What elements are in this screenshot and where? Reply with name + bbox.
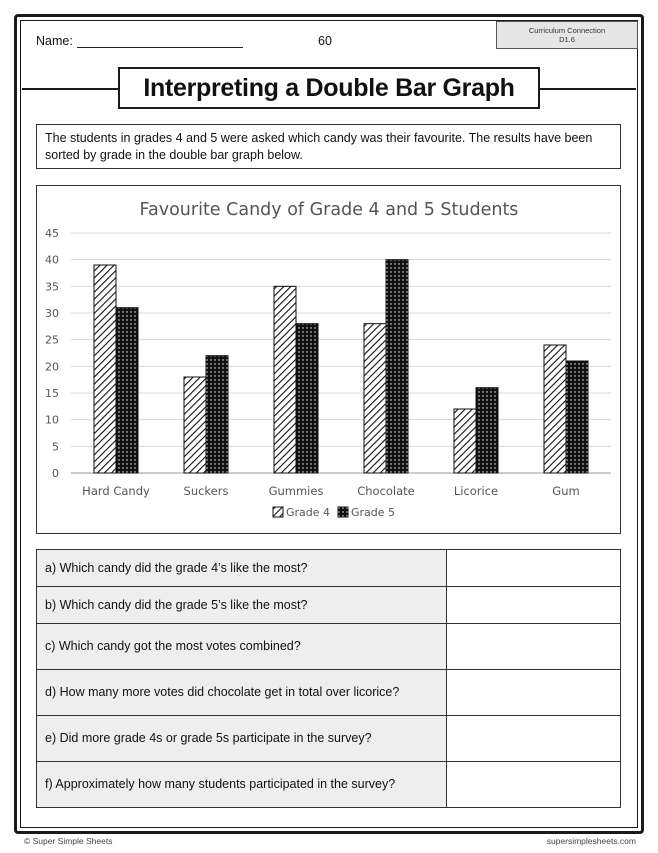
title-rule-left [22, 88, 118, 90]
answer-cell[interactable] [447, 550, 621, 587]
bar-grade-5 [386, 260, 408, 473]
footer-website: supersimplesheets.com [546, 836, 636, 846]
question-text: c) Which candy got the most votes combined? [37, 624, 447, 670]
x-tick-label: Suckers [183, 484, 229, 498]
name-line[interactable] [77, 36, 243, 48]
bar-grade-4 [94, 265, 116, 473]
question-row [37, 624, 621, 670]
bar-grade-4 [184, 377, 206, 473]
y-tick-label: 40 [45, 253, 59, 267]
bar-grade-4 [544, 345, 566, 473]
y-tick-label: 5 [52, 440, 59, 454]
chart-container [36, 185, 621, 534]
y-tick-label: 15 [45, 387, 59, 400]
score: 60 [318, 34, 332, 48]
bar-grade-4 [454, 409, 476, 473]
curriculum-line-1: Curriculum Connection [528, 26, 606, 35]
intro-text: The students in grades 4 and 5 were asked which candy was their favourite. The results have been sorted by grade in the double bar graph below. [36, 124, 621, 169]
question-row [37, 716, 621, 762]
bar-grade-4 [364, 324, 386, 473]
page-title: Interpreting a Double Bar Graph [143, 73, 515, 102]
answer-cell[interactable] [447, 670, 621, 716]
question-row [37, 587, 621, 624]
curriculum-line-2: D1.6 [559, 35, 575, 44]
x-tick-label: Gummies [268, 484, 324, 498]
y-tick-label: 30 [45, 307, 59, 320]
y-tick-label: 10 [45, 413, 59, 427]
questions-table [36, 549, 621, 808]
legend-swatch [338, 507, 348, 517]
name-label: Name: [36, 34, 73, 48]
question-text: a) Which candy did the grade 4’s like the most? [37, 550, 447, 587]
double-bar-chart [37, 186, 622, 535]
legend-label: Grade 4 [286, 506, 331, 519]
bar-grade-5 [206, 356, 228, 473]
curriculum-connection-badge [496, 21, 638, 49]
y-tick-label: 20 [45, 360, 59, 374]
question-row [37, 762, 621, 808]
x-tick-label: Chocolate [357, 484, 415, 498]
chart-title: Favourite Candy of Grade 4 and 5 Students [139, 200, 519, 220]
bar-grade-5 [296, 324, 318, 473]
legend-label: Grade 5 [351, 506, 396, 519]
y-tick-label: 0 [52, 467, 59, 480]
bar-grade-5 [566, 361, 588, 473]
bar-grade-4 [274, 286, 296, 473]
answer-cell[interactable] [447, 624, 621, 670]
question-text: e) Did more grade 4s or grade 5s participate in the survey? [37, 716, 447, 762]
y-tick-label: 45 [45, 227, 59, 240]
name-field [36, 34, 243, 48]
x-tick-label: Gum [552, 484, 580, 498]
answer-cell[interactable] [447, 762, 621, 808]
y-tick-label: 35 [45, 280, 59, 294]
x-tick-label: Licorice [453, 484, 499, 498]
title-rule-right [540, 88, 636, 90]
question-text: d) How many more votes did chocolate get in total over licorice? [37, 670, 447, 716]
question-row [37, 550, 621, 587]
bar-grade-5 [476, 388, 498, 473]
answer-cell[interactable] [447, 716, 621, 762]
question-text: b) Which candy did the grade 5’s like the most? [37, 587, 447, 624]
answer-cell[interactable] [447, 587, 621, 624]
y-tick-label: 25 [45, 333, 59, 347]
footer-copyright: © Super Simple Sheets [24, 836, 113, 846]
page-title-box [118, 67, 540, 109]
question-text: f) Approximately how many students participated in the survey? [37, 762, 447, 808]
x-tick-label: Hard Candy [82, 484, 150, 498]
legend-swatch [273, 507, 283, 517]
bar-grade-5 [116, 308, 138, 473]
question-row [37, 670, 621, 716]
